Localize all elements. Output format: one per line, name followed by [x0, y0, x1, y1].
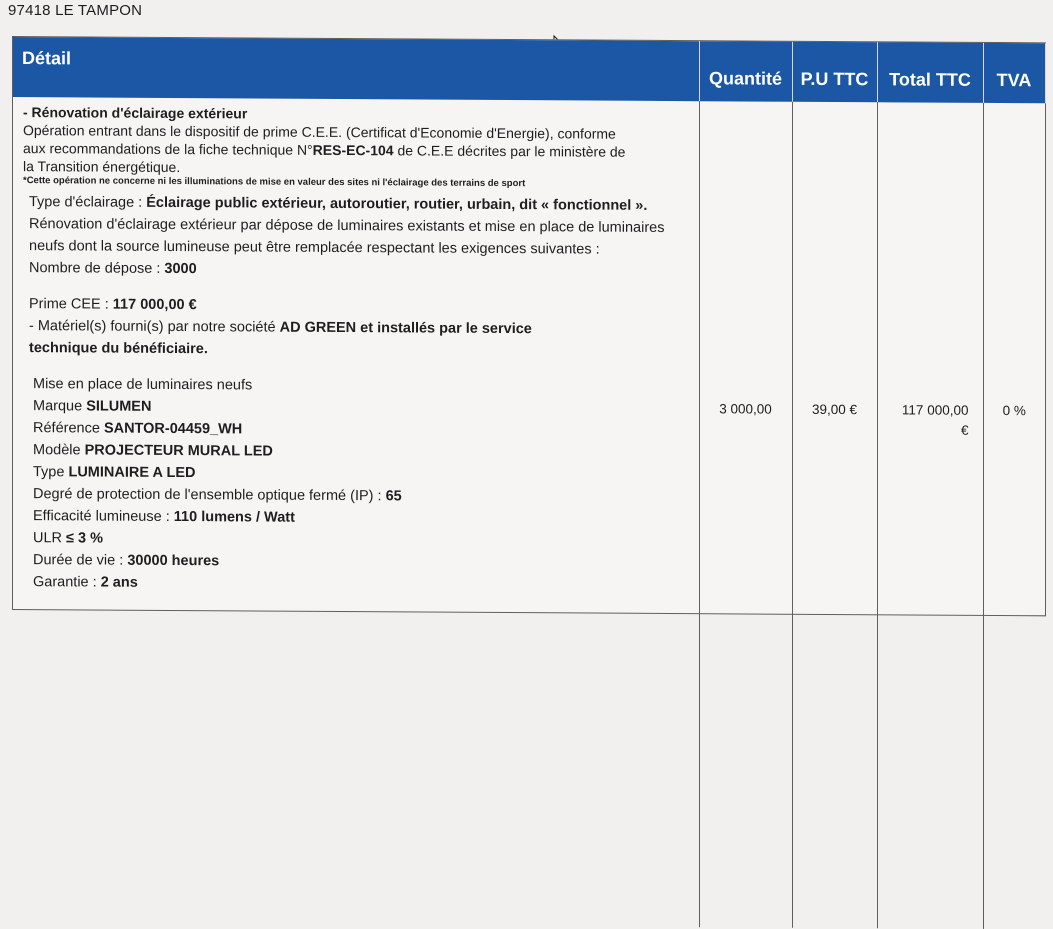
tva-cell: 0 % — [1002, 403, 1026, 419]
total-ttc-amount: 117 000,00 — [901, 402, 969, 418]
type-lum-value: LUMINAIRE A LED — [68, 464, 196, 482]
efficacite-label: Efficacité lumineuse : — [33, 508, 174, 525]
type-lum-label: Type — [33, 464, 69, 481]
header-detail: Détail — [13, 37, 699, 101]
marque-label: Marque — [33, 398, 87, 415]
exclusion-note: *Cette opération ne concerne ni les illuminations de mise en valeur des sites ni l'éclairage des terrains de sport — [23, 175, 526, 190]
intro-line-3: la Transition énergétique. — [23, 158, 181, 176]
header-total-ttc: Total TTC — [877, 42, 983, 103]
depose-label: Nombre de dépose : — [29, 260, 165, 277]
intro-line-1: Opération entrant dans le dispositif de prime C.E.E. (Certificat d'Economie d'Energie), conforme — [23, 122, 616, 142]
total-ttc-cell — [877, 102, 983, 929]
header-pu-ttc: P.U TTC — [792, 42, 877, 103]
header-quantite: Quantité — [699, 41, 792, 102]
invoice-table-frame — [12, 36, 1046, 616]
ulr-value: ≤ 3 % — [66, 530, 104, 547]
intro-2c: de C.E.E décrites par le ministère de — [393, 142, 626, 160]
prime-label: Prime CEE : — [29, 296, 113, 313]
total-ttc-currency: € — [960, 422, 969, 438]
ip-value: 65 — [385, 488, 402, 505]
nombre-depose — [29, 257, 689, 283]
invoice-table — [13, 37, 1046, 929]
renovation-line-2: neufs dont la source lumineuse peut être remplacée respectant les exigences suivantes : — [29, 238, 600, 258]
renovation-line-1: Rénovation d'éclairage extérieur par dépose de luminaires existants et mise en place de luminaires — [29, 216, 665, 236]
fiche-reference: RES-EC-104 — [312, 141, 394, 159]
materiel-value-1: AD GREEN et installés par le service — [279, 319, 532, 338]
item-title: - Rénovation d'éclairage extérieur — [23, 104, 248, 122]
garantie-label: Garantie : — [33, 574, 101, 591]
depose-value: 3000 — [164, 260, 197, 278]
type-eclairage-value: Éclairage public extérieur, autoroutier, routier, urbain, dit « fonctionnel ». — [146, 194, 648, 214]
materiel-label: - Matériel(s) fourni(s) par notre société — [29, 318, 280, 336]
duree-label: Durée de vie : — [33, 552, 128, 569]
prime-block — [23, 293, 689, 363]
operation-block — [23, 191, 689, 283]
specs-block — [23, 373, 689, 597]
intro-2a: aux recommandations de la fiche technique N° — [23, 140, 313, 158]
modele-label: Modèle — [33, 442, 85, 459]
type-eclairage-label: Type d'éclairage : — [29, 194, 147, 211]
materiel-line-2: technique du bénéficiaire. — [29, 340, 208, 358]
marque-value: SILUMEN — [86, 398, 152, 415]
spec-efficacite — [33, 505, 689, 531]
spec-garantie — [33, 571, 689, 597]
reference-label: Référence — [33, 420, 104, 437]
table-header-row — [13, 37, 1045, 103]
modele-value: PROJECTEUR MURAL LED — [84, 442, 273, 460]
garantie-value: 2 ans — [100, 574, 138, 591]
efficacite-value: 110 lumens / Watt — [173, 508, 295, 526]
detail-cell — [13, 97, 699, 927]
client-address: 97418 LE TAMPON — [8, 2, 143, 19]
header-tva: TVA — [983, 43, 1045, 103]
duree-value: 30000 heures — [127, 552, 220, 570]
prime-value: 117 000,00 € — [112, 296, 197, 314]
mise-en-place: Mise en place de luminaires neufs — [33, 376, 253, 394]
ip-label: Degré de protection de l'ensemble optique fermé (IP) : — [33, 486, 386, 505]
pu-ttc-cell: 39,00 € — [792, 102, 877, 929]
quantite-cell: 3 000,00 — [699, 101, 792, 928]
table-row — [13, 97, 1045, 929]
reference-value: SANTOR-04459_WH — [103, 420, 243, 438]
ulr-label: ULR — [33, 530, 67, 547]
